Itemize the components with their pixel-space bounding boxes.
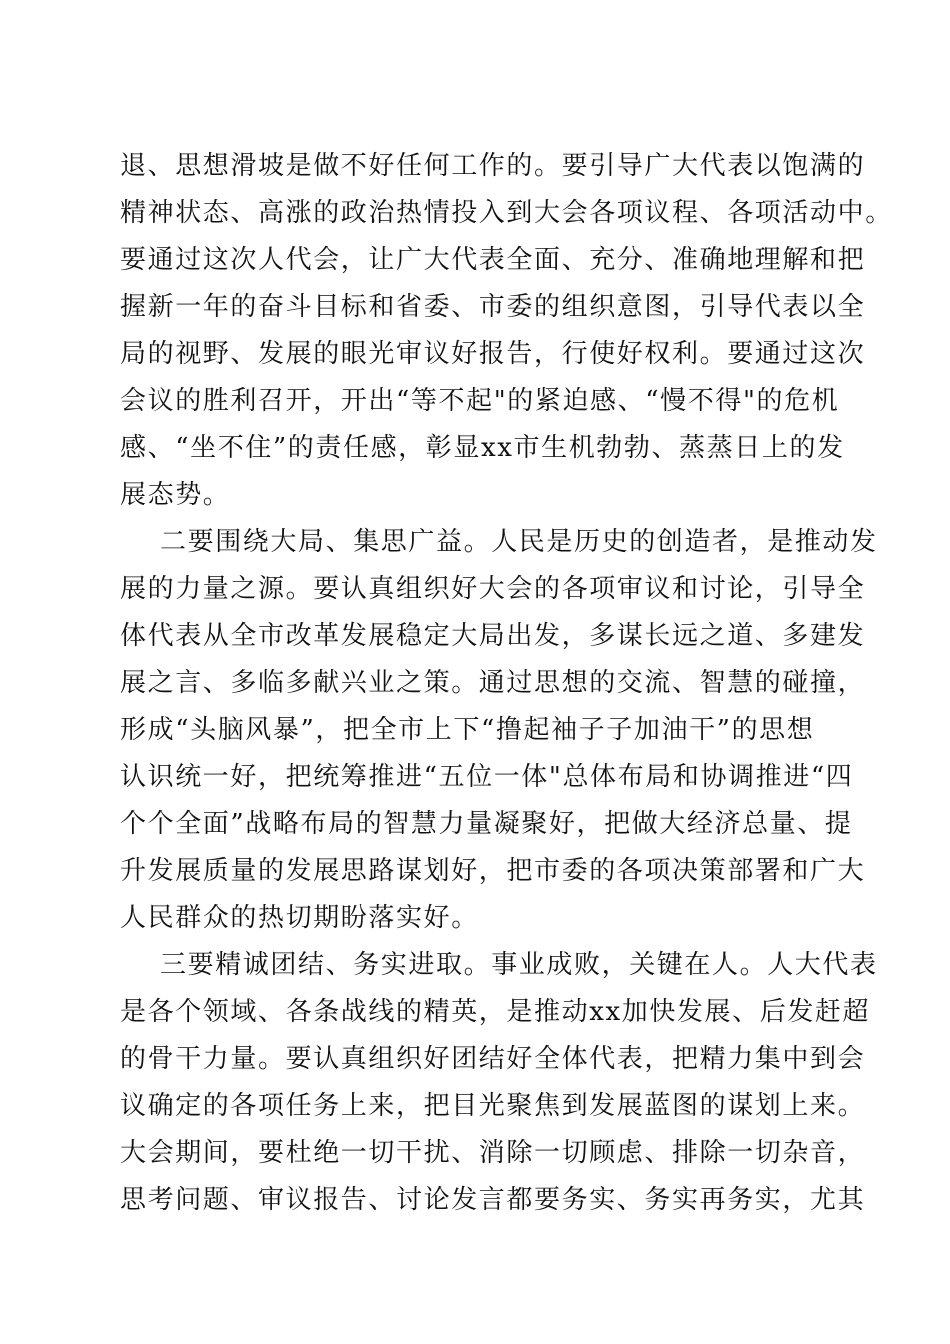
text-line-19: 是各个领域、各条战线的精英，是推动xx加快发展、后发赶超 [120, 997, 871, 1027]
text-line-1: 退、思想滑坡是做不好任何工作的。要引导广大代表以饱满的 [120, 151, 866, 181]
text-line-5: 局的视野、发展的眼光审议好报告，行使好权利。要通过这次 [120, 339, 866, 369]
text-line-11: 体代表从全市改革发展稳定大局出发，多谋长远之道、多建发 [120, 621, 866, 651]
text-line-8: 展态势。 [120, 480, 231, 510]
text-line-10: 展的力量之源。要认真组织好大会的各项审议和讨论，引导全 [120, 574, 866, 604]
text-line-14: 认识统一好，把统筹推进“五位一体"总体布局和协调推进“四 [120, 762, 854, 792]
text-line-22: 大会期间，要杜绝一切干扰、消除一切顾虑、排除一切杂音， [120, 1138, 866, 1168]
paragraph-2-start: 二要围绕大局、集思广益。人民是历史的创造者，是推动发 [160, 527, 878, 557]
paragraph-3-start: 三要精诚团结、务实进取。事业成败，关键在人。人大代表 [160, 950, 878, 980]
text-line-12: 展之言、多临多献兴业之策。通过思想的交流、智慧的碰撞， [120, 668, 866, 698]
text-line-15: 个个全面”战略布局的智慧力量凝聚好，把做大经济总量、提 [120, 809, 853, 839]
text-line-3: 要通过这次人代会，让广大代表全面、充分、准确地理解和把 [120, 245, 866, 275]
text-line-7: 感、“坐不住”的责任感，彰显xx市生机勃勃、蒸蒸日上的发 [120, 433, 845, 463]
text-line-21: 议确定的各项任务上来，把目光聚焦到发展蓝图的谋划上来。 [120, 1091, 866, 1121]
text-line-13: 形成“头脑风暴”，把全市上下“撸起袖子子加油干”的思想 [120, 715, 815, 745]
text-line-4: 握新一年的奋斗目标和省委、市委的组织意图，引导代表以全 [120, 292, 866, 322]
text-line-20: 的骨干力量。要认真组织好团结好全体代表，把精力集中到会 [120, 1044, 866, 1074]
text-line-17: 人民群众的热切期盼落实好。 [120, 903, 479, 933]
text-line-16: 升发展质量的发展思路谋划好，把市委的各项决策部署和广大 [120, 856, 866, 886]
text-line-6: 会议的胜利召开，开出“等不起"的紧迫感、“慢不得"的危机 [120, 386, 840, 416]
text-line-2: 精神状态、高涨的政治热情投入到大会各项议程、各项活动中。 [120, 198, 893, 228]
text-line-23: 思考问题、审议报告、讨论发言都要务实、务实再务实，尤其 [120, 1185, 866, 1215]
body-text [120, 143, 893, 1224]
